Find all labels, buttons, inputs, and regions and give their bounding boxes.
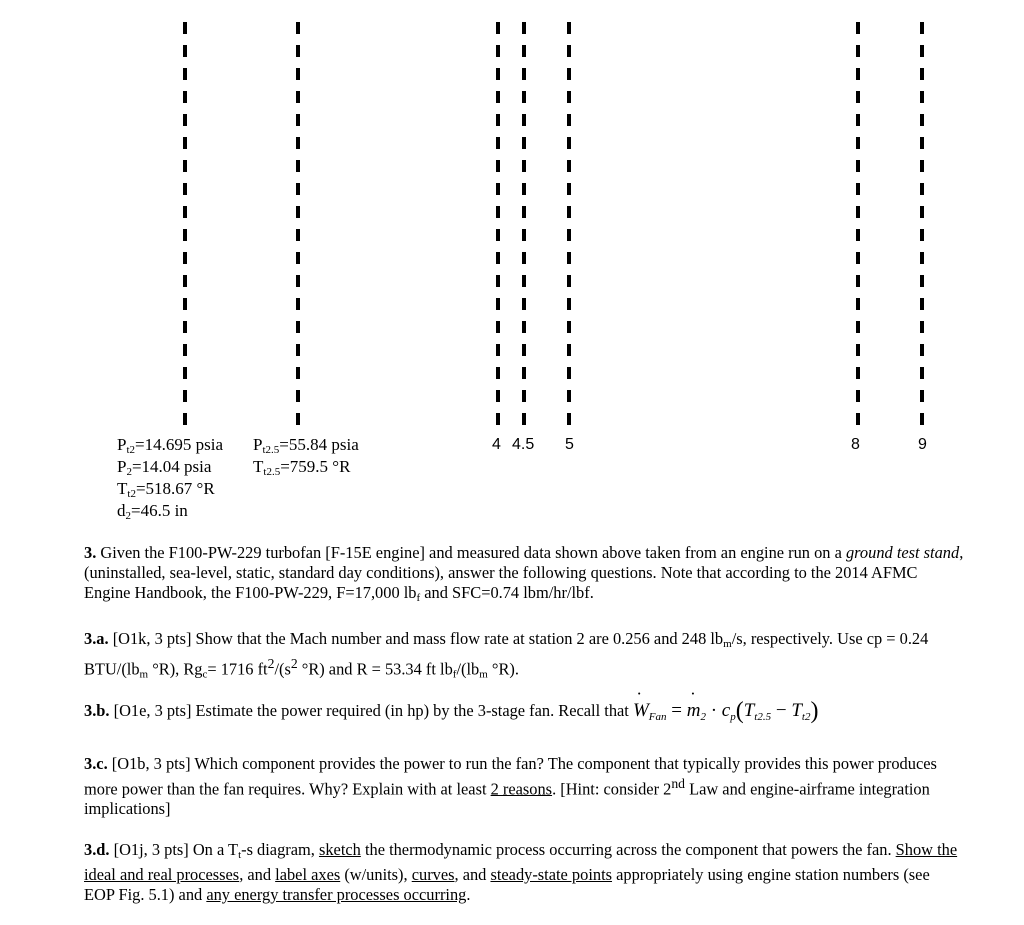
station-line-9 [920,22,924,427]
value-p2: $P_2=14.04$ psia [117,457,212,478]
fan-power-equation: ˙ $W_{Fan}$ = ˙ $m_2 \cdot c_p(T_{t2.5} - T_{t2})$ [633,700,819,721]
question-3: 3. Given the F100-PW-229 turbofan [F-15E engine] and measured data shown above taken from an engine run on a ground test stand, (uninstalled, sea-level, static, standard day conditions), answer the following questions. Note that according to the 2014 AFMC Engine Handbook, the F100-PW-229, F=17,000 $lb_f$ and SFC=0.74 lbm/hr/lbf. [84,543,964,604]
station-label-9: 9 [918,436,927,453]
station-line-4-5 [522,22,526,427]
question-3c: 3.c. [O1b, 3 pts] Which component provides the power to run the fan? The component that typically provides this power produces more power than the fan requires. Why? Explain with at least 2 reasons. [Hint: consider 2nd Law and engine-airframe integration implications] [84,754,937,819]
station-line-4 [496,22,500,427]
station-label-5: 5 [565,436,574,453]
value-d2: $d_2=46.5$ in [117,501,188,522]
station-line-2-5 [296,22,300,427]
station-line-8 [856,22,860,427]
value-pt25: $P_{t2.5}=55.84$ psia [253,435,359,456]
value-pt2: $P_{t2}=14.695$ psia [117,435,224,456]
question-3a: 3.a. [O1k, 3 pts] Show that the Mach number and mass flow rate at station 2 are 0.256 and 248 $lb_m/s$, respectively. Use cp = 0.24 BTU/($lb_m$ °R), $Rg_c= 1716$ $ft^2/(s^2$ °R) and R = 53.34 ft $lb_f/(lb_m$ °R). [84,629,929,681]
question-3b: 3.b. [O1e, 3 pts] Estimate the power required (in hp) by the 3-stage fan. Recall that ˙ $W_{Fan}$ = ˙ $m_2 \cdot c_p(T_{t2.5} - T_{t2})$ [84,701,964,727]
value-tt25: $T_{t2.5}=759.5$ °R [253,457,351,478]
station-line-5 [567,22,571,427]
question-3d: 3.d. [O1j, 3 pts] On a $T_t-s$ diagram, sketch the thermodynamic process occurring across the component that powers the fan. Show the ideal and real processes, and label axes (w/units), curves, and steady-state points appropriately using engine station numbers (see EOP Fig. 5.1) and any energy transfer processes occurring. [84,840,958,904]
station-line-2 [183,22,187,427]
station-label-8: 8 [851,436,860,453]
value-tt2: $T_{t2}=518.67$ °R [117,479,215,500]
station-label-4-5: 4.5 [512,436,535,453]
station-label-4: 4 [492,436,501,453]
